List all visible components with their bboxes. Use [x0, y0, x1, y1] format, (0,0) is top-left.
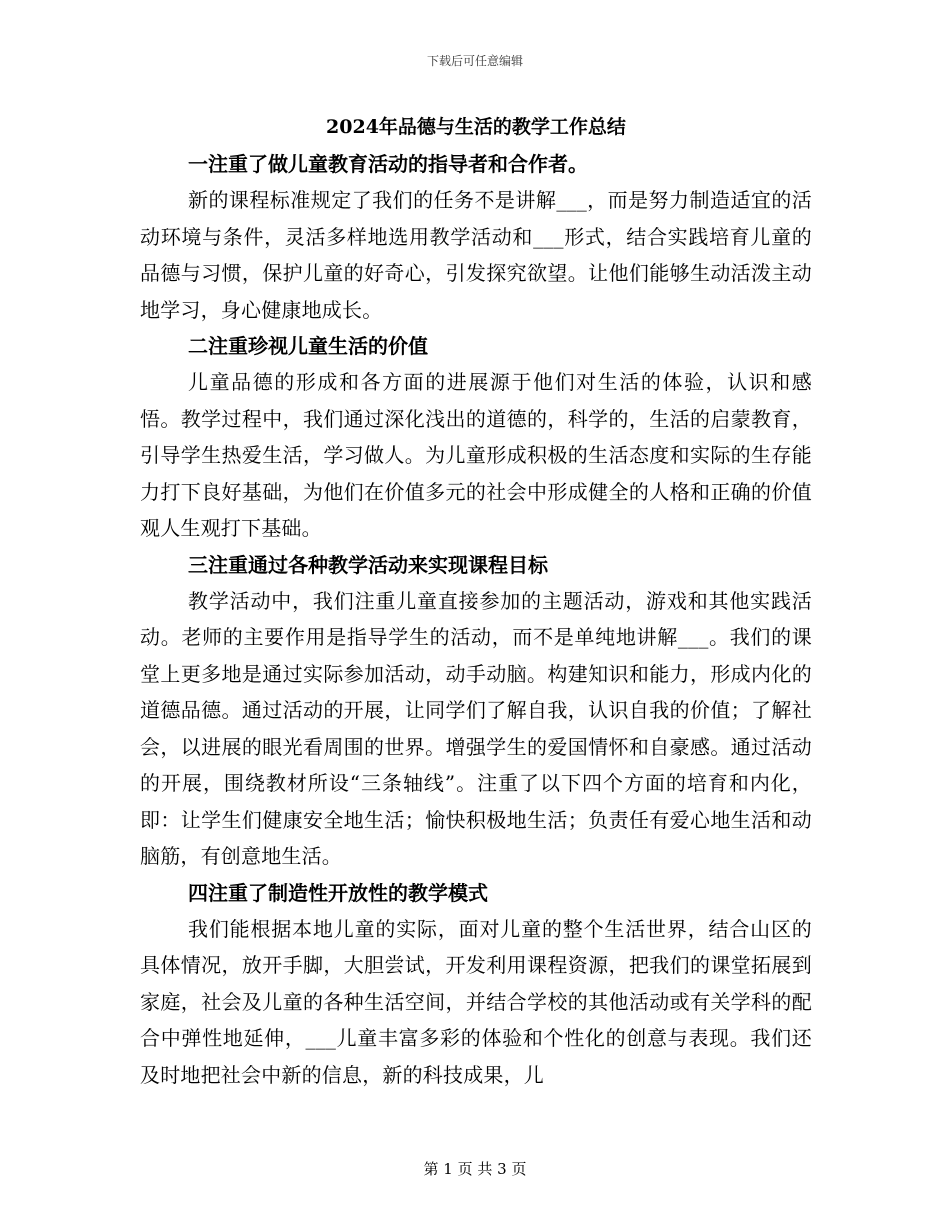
section-heading: 四注重了制造性开放性的教学模式 — [188, 880, 488, 905]
page-footer: 第 1 页 共 3 页 — [423, 1160, 527, 1178]
section-3 — [140, 547, 812, 875]
section-4 — [140, 875, 812, 1094]
document-title: 2024年品德与生活的教学工作总结 — [326, 116, 626, 138]
section-1 — [140, 146, 812, 328]
document-body — [140, 108, 812, 1093]
section-paragraph: 教学活动中，我们注重儿童直接参加的主题活动，游戏和其他实践活动。老师的主要作用是指导学生的活动，而不是单纯地讲解___。我们的课堂上更多地是通过实际参加活动，动手动脑。构建知识和能力，形成内化的道德品德。通过活动的开展，让同学们了解自我，认识自我的价值；了解社会，以进展的眼光看周围的世界。增强学生的爱国情怀和自豪感。通过活动的开展，围绕教材所设“三条轴线”。注重了以下四个方面的培育和内化，即：让学生们健康安全地生活；愉快积极地生活；负责任有爱心地生活和动脑筋，有创意地生活。 — [140, 588, 812, 868]
section-paragraph: 新的课程标准规定了我们的任务不是讲解___，而是努力制造适宜的活动环境与条件，灵活多样地选用教学活动和___形式，结合实践培育儿童的品德与习惯，保护儿童的好奇心，引发探究欲望。让他们能够生动活泼主动地学习，身心健康地成长。 — [140, 188, 812, 322]
section-heading: 一注重了做儿童教育活动的指导者和合作者。 — [188, 152, 588, 176]
section-heading: 三注重通过各种教学活动来实现课程目标 — [188, 552, 548, 577]
section-paragraph: 我们能根据本地儿童的实际，面对儿童的整个生活世界，结合山区的具体情况，放开手脚，大胆尝试，开发利用课程资源，把我们的课堂拓展到家庭，社会及儿童的各种生活空间，并结合学校的其他活动或有关学科的配合中弹性地延伸，___儿童丰富多彩的体验和个性化的创意与表现。我们还及时地把社会中新的信息，新的科技成果，儿 — [140, 916, 812, 1087]
header-note: 下载后可任意编辑 — [426, 54, 523, 68]
section-heading: 二注重珍视儿童生活的价值 — [188, 334, 428, 358]
section-paragraph: 儿童品德的形成和各方面的进展源于他们对生活的体验，认识和感悟。教学过程中，我们通过深化浅出的道德的，科学的，生活的启蒙教育，引导学生热爱生活，学习做人。为儿童形成积极的生活态度和实际的生存能力打下良好基础，为他们在价值多元的社会中形成健全的人格和正确的价值观人生观打下基础。 — [140, 370, 812, 540]
section-2 — [140, 328, 812, 547]
